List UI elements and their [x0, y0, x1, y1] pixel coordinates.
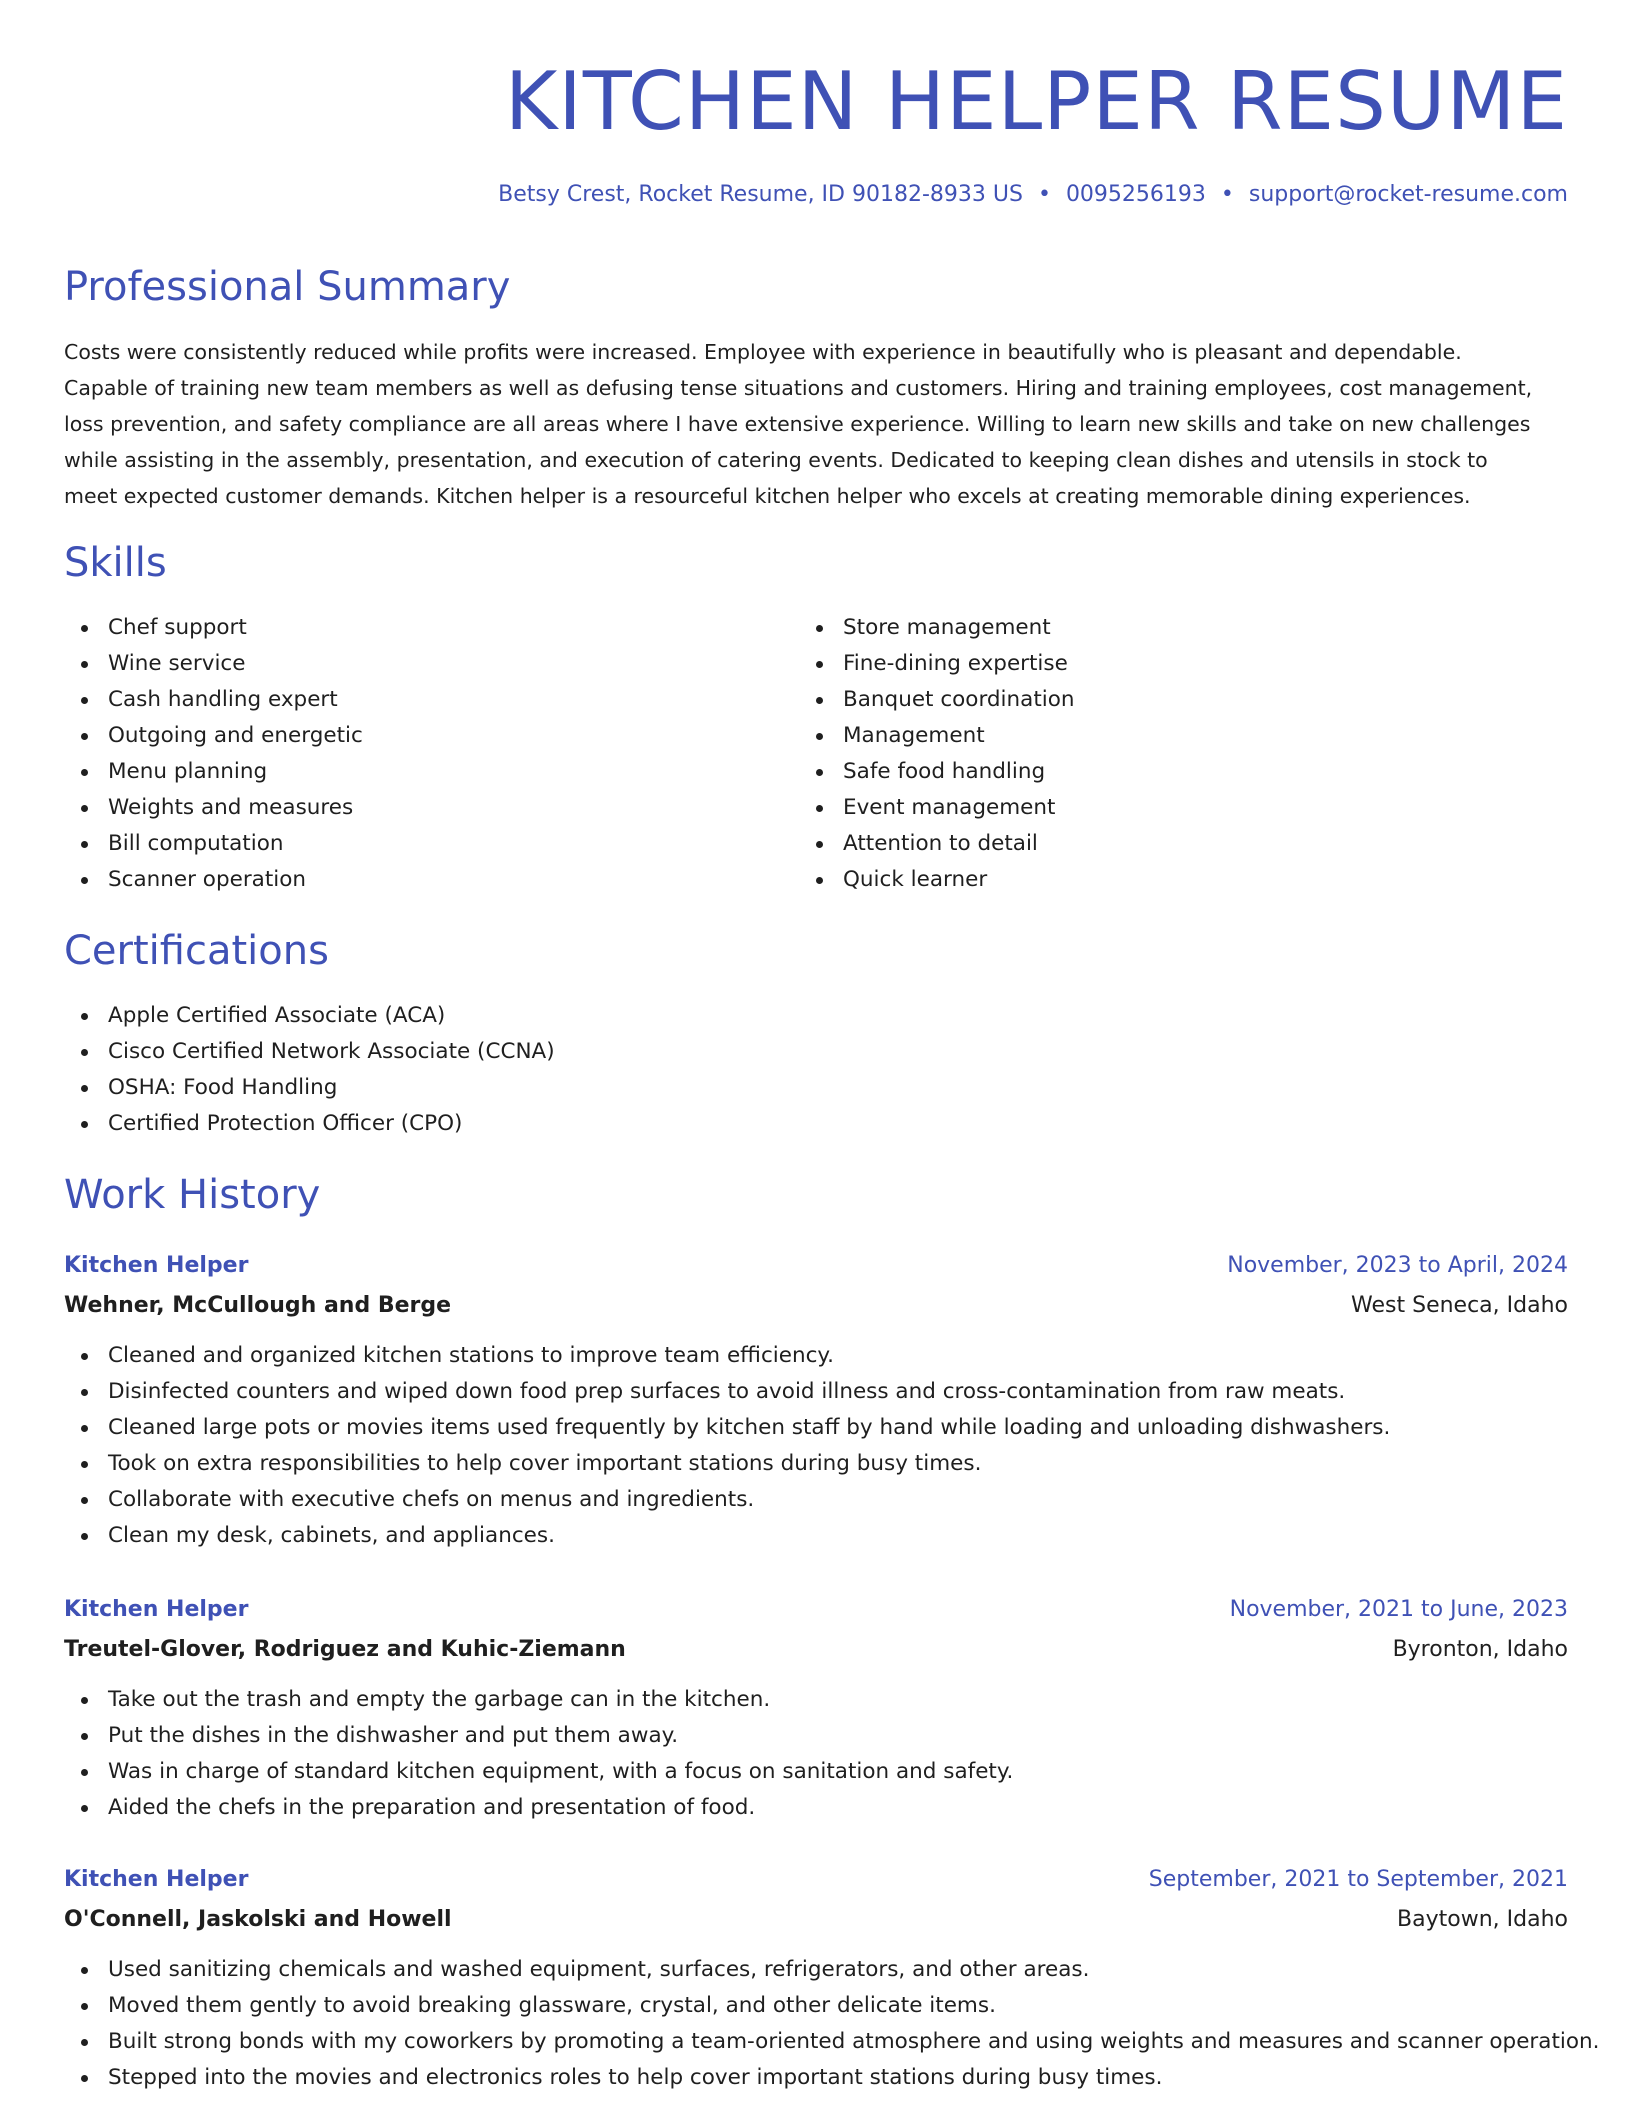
summary-line: loss prevention, and safety compliance are all areas where I have extensive experience. Willing to learn new skills and take on new challenges	[64, 412, 1531, 436]
summary-line: meet expected customer demands. Kitchen helper is a resourceful kitchen helper who excels at creating memorable dining experiences.	[64, 484, 1471, 508]
job-duties	[64, 1952, 1600, 2096]
job-duty: Took on extra responsibilities to help cover important stations during busy times.	[64, 1446, 1568, 1482]
job-entry	[64, 1860, 1600, 2096]
job-company: Treutel-Glover, Rodriguez and Kuhic-Ziemann	[64, 1637, 626, 1662]
summary-line: Capable of training new team members as well as defusing tense situations and customers. Hiring and training employees, cost management,	[64, 376, 1533, 400]
certifications-list	[64, 998, 555, 1142]
contact-email[interactable]: support@rocket-resume.com	[1248, 182, 1568, 207]
skill-item: Store management	[799, 610, 1075, 646]
skill-item: Quick learner	[799, 862, 1075, 898]
job-dates: November, 2021 to June, 2023	[1229, 1597, 1568, 1622]
skill-item: Weights and measures	[64, 790, 363, 826]
job-duty: Used sanitizing chemicals and washed equipment, surfaces, refrigerators, and other areas.	[64, 1952, 1568, 1988]
certification-item: OSHA: Food Handling	[64, 1070, 555, 1106]
job-title: Kitchen Helper	[64, 1867, 249, 1892]
skill-item: Management	[799, 718, 1075, 754]
contact-phone: 0095256193	[1065, 182, 1206, 207]
job-title: Kitchen Helper	[64, 1253, 249, 1278]
job-entry	[64, 1590, 1568, 1826]
job-dates: September, 2021 to September, 2021	[1148, 1867, 1568, 1892]
summary-heading: Professional Summary	[64, 264, 511, 310]
job-duty: Stepped into the movies and electronics roles to help cover important stations during busy times.	[64, 2060, 1568, 2096]
job-duty: Built strong bonds with my coworkers by promoting a team-oriented atmosphere and using weights and measures and scanner operation.	[64, 2024, 1568, 2060]
summary-line: Costs were consistently reduced while profits were increased. Employee with experience in beautifully who is pleasant and dependable.	[64, 340, 1462, 364]
skill-item: Cash handling expert	[64, 682, 363, 718]
job-duty: Was in charge of standard kitchen equipment, with a focus on sanitation and safety.	[64, 1754, 1568, 1790]
contact-line	[498, 180, 1568, 210]
job-company: O'Connell, Jaskolski and Howell	[64, 1907, 452, 1932]
job-duty: Disinfected counters and wiped down food prep surfaces to avoid illness and cross-contamination from raw meats.	[64, 1374, 1568, 1410]
job-duty: Cleaned large pots or movies items used frequently by kitchen staff by hand while loading and unloading dishwashers.	[64, 1410, 1568, 1446]
skill-item: Bill computation	[64, 826, 363, 862]
job-duty: Moved them gently to avoid breaking glassware, crystal, and other delicate items.	[64, 1988, 1568, 2024]
job-location: West Seneca, Idaho	[1351, 1293, 1568, 1318]
summary-text	[64, 334, 1574, 514]
job-duty: Take out the trash and empty the garbage can in the kitchen.	[64, 1682, 1568, 1718]
skills-list-right	[799, 610, 1075, 898]
skill-item: Banquet coordination	[799, 682, 1075, 718]
skill-item: Safe food handling	[799, 754, 1075, 790]
certifications-heading: Certifications	[64, 928, 329, 974]
job-duties	[64, 1682, 1568, 1826]
summary-line: while assisting in the assembly, presentation, and execution of catering events. Dedicated to keeping clean dishes and utensils in stock to	[64, 448, 1488, 472]
job-duty: Clean my desk, cabinets, and appliances.	[64, 1518, 1568, 1554]
contact-address: Betsy Crest, Rocket Resume, ID 90182-8933 US	[498, 182, 1023, 207]
skills-heading: Skills	[64, 540, 167, 586]
job-title: Kitchen Helper	[64, 1597, 249, 1622]
skill-item: Attention to detail	[799, 826, 1075, 862]
job-dates: November, 2023 to April, 2024	[1227, 1253, 1568, 1278]
job-location: Byronton, Idaho	[1392, 1637, 1568, 1662]
work-history-heading: Work History	[64, 1172, 321, 1218]
job-duties	[64, 1338, 1568, 1554]
contact-separator: •	[1037, 182, 1051, 207]
skill-item: Fine-dining expertise	[799, 646, 1075, 682]
job-duty: Collaborate with executive chefs on menus and ingredients.	[64, 1482, 1568, 1518]
resume-page	[64, 0, 1600, 2112]
skill-item: Event management	[799, 790, 1075, 826]
skill-item: Outgoing and energetic	[64, 718, 363, 754]
certification-item: Cisco Certified Network Associate (CCNA)	[64, 1034, 555, 1070]
job-duty: Aided the chefs in the preparation and presentation of food.	[64, 1790, 1568, 1826]
skill-item: Menu planning	[64, 754, 363, 790]
contact-separator: •	[1220, 182, 1234, 207]
skill-item: Chef support	[64, 610, 363, 646]
job-location: Baytown, Idaho	[1397, 1907, 1568, 1932]
job-duty: Cleaned and organized kitchen stations to improve team efficiency.	[64, 1338, 1568, 1374]
resume-title: KITCHEN HELPER RESUME	[504, 55, 1568, 148]
skill-item: Wine service	[64, 646, 363, 682]
job-company: Wehner, McCullough and Berge	[64, 1293, 452, 1318]
certification-item: Certified Protection Officer (CPO)	[64, 1106, 555, 1142]
certification-item: Apple Certified Associate (ACA)	[64, 998, 555, 1034]
job-duty: Put the dishes in the dishwasher and put them away.	[64, 1718, 1568, 1754]
skill-item: Scanner operation	[64, 862, 363, 898]
job-entry	[64, 1246, 1568, 1554]
skills-list-left	[64, 610, 363, 898]
